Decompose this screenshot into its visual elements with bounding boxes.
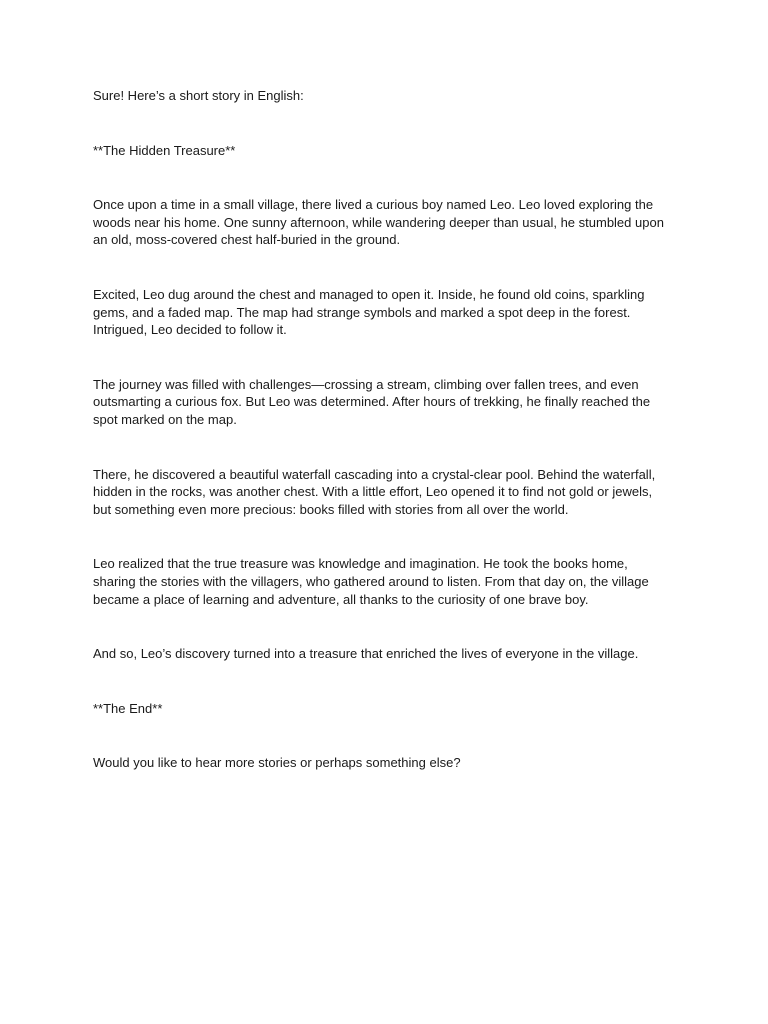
story-paragraph-5: Leo realized that the true treasure was knowledge and imagination. He took the books home, sharing the stories with the villagers, who gathered around to listen. From that day on, the village became a place of learning and adventure, all thanks to the curiosity of one brave boy.	[93, 556, 649, 607]
closing-question: Would you like to hear more stories or perhaps something else?	[93, 755, 461, 771]
paragraph-gap	[93, 429, 673, 466]
paragraph-gap	[93, 518, 673, 555]
paragraph-gap	[93, 608, 673, 645]
paragraph-gap	[93, 249, 673, 286]
paragraph-gap	[93, 105, 673, 142]
story-paragraph-2: Excited, Leo dug around the chest and managed to open it. Inside, he found old coins, sparkling gems, and a faded map. The map had strange symbols and marked a spot deep in the forest. Intrigued, Leo decided to follow it.	[93, 286, 645, 338]
story-paragraph-6: And so, Leo’s discovery turned into a treasure that enriched the lives of everyone in the village.	[93, 646, 639, 662]
story-paragraph-3: The journey was filled with challenges—crossing a stream, climbing over fallen trees, and even outsmarting a curious fox. But Leo was determined. After hours of trekking, he finally reached the spot marked on the map.	[93, 376, 651, 427]
story-paragraph-4: There, he discovered a beautiful waterfall cascading into a crystal-clear pool. Behind the waterfall, hidden in the rocks, was another chest. With a little effort, Leo opened it to find not gold or jewels, but something even more precious: books filled with stories from all over the world.	[93, 466, 656, 517]
document-body	[93, 87, 673, 772]
paragraph-gap	[93, 717, 673, 754]
story-paragraph-1: Once upon a time in a small village, there lived a curious boy named Leo. Leo loved exploring the woods near his home. One sunny afternoon, while wandering deeper than usual, he stumbled upon an old, moss-covered chest half-buried in the ground.	[93, 197, 664, 248]
story-ending: **The End**	[93, 700, 163, 716]
story-title: **The Hidden Treasure**	[93, 142, 236, 158]
paragraph-gap	[93, 339, 673, 376]
intro-line: Sure! Here’s a short story in English:	[93, 88, 304, 103]
paragraph-gap	[93, 663, 673, 700]
paragraph-gap	[93, 159, 673, 196]
